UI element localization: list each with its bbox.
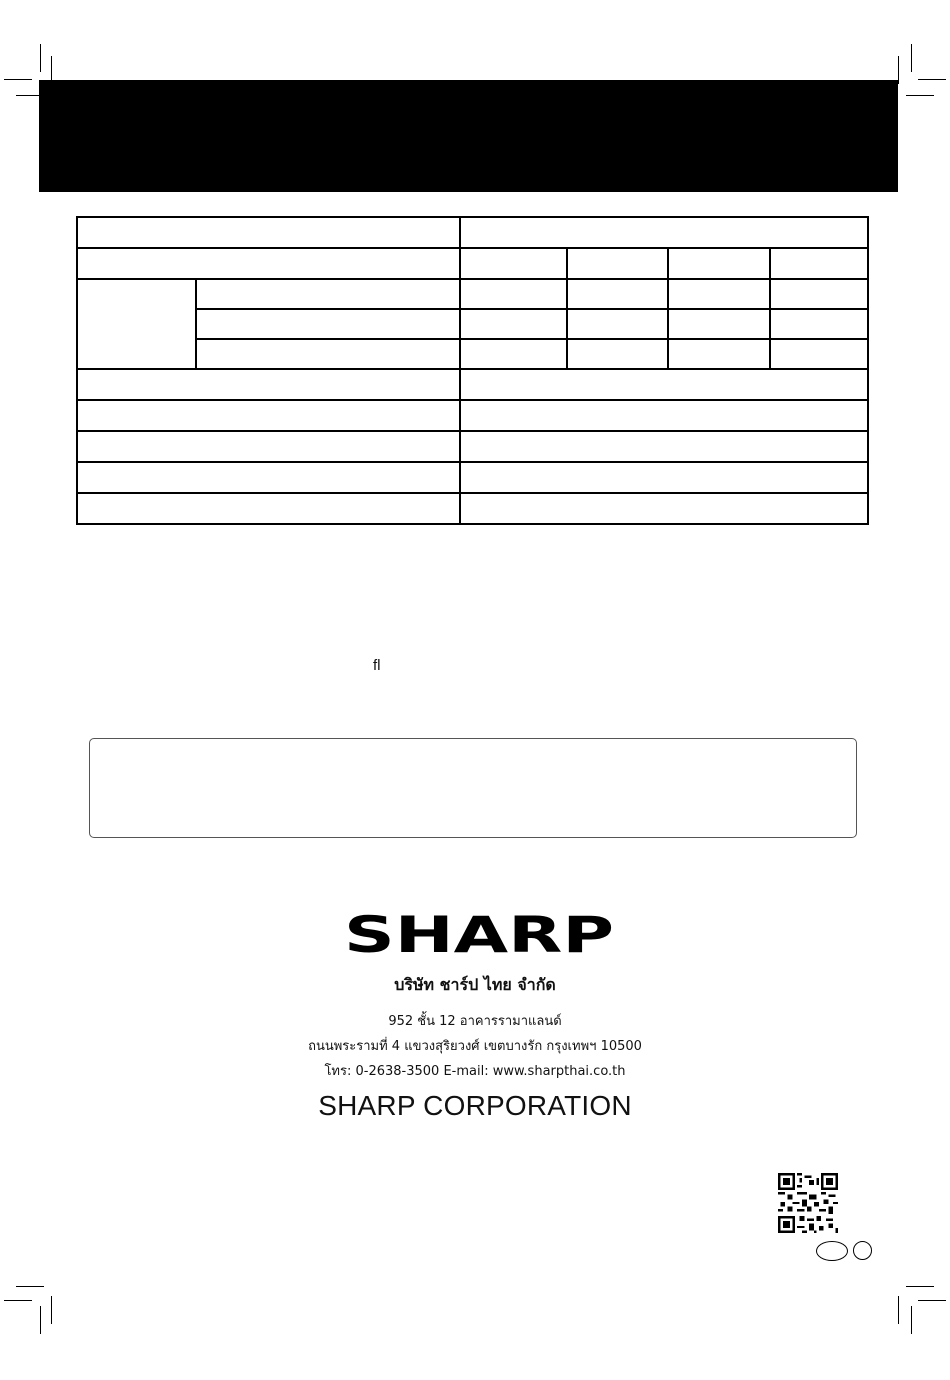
crop-mark [906,1286,934,1287]
crop-mark [911,44,912,72]
table-cell [77,217,460,248]
table-cell [196,309,460,339]
table-cell [77,248,460,279]
table-row [77,309,868,339]
crop-mark [911,1306,912,1334]
crop-mark [16,1286,44,1287]
ligature-glyph: ﬂ [373,657,381,674]
crop-mark [898,1296,899,1324]
table-cell [770,248,868,279]
crop-mark [40,1306,41,1334]
table-cell [567,248,668,279]
contact-line: โทร: 0-2638-3500 E-mail: www.sharpthai.co.th [324,1064,626,1079]
qr-code [778,1173,838,1233]
sharp-logo [343,910,615,956]
crop-mark [51,1296,52,1324]
table-cell [770,339,868,369]
svg-text:SHARP: SHARP [344,910,614,956]
table-row [77,369,868,400]
table-row [77,431,868,462]
table-cell [567,309,668,339]
table-cell [460,493,868,524]
crop-mark [906,95,934,96]
table-cell [460,462,868,493]
table-row [77,400,868,431]
table-cell [668,279,770,309]
notice-box [89,738,857,838]
table-row [77,462,868,493]
table-cell [77,369,460,400]
table-cell [460,369,868,400]
table-cell [567,279,668,309]
table-cell [77,279,196,369]
table-cell [77,493,460,524]
table-cell [460,339,567,369]
spec-table [76,216,869,525]
table-cell [77,462,460,493]
oval-mark [816,1241,848,1261]
table-row [77,339,868,369]
header-bar [39,80,898,192]
table-cell [460,248,567,279]
table-cell [460,431,868,462]
table-cell [770,309,868,339]
table-cell [770,279,868,309]
crop-mark [898,56,899,84]
table-cell [460,400,868,431]
company-thai-name: บริษัท ชาร์ป ไทย จำกัด [394,975,556,994]
crop-mark [40,44,41,72]
corporation-name: SHARP CORPORATION [318,1090,632,1121]
table-cell [668,339,770,369]
table-row [77,493,868,524]
crop-mark [918,1300,946,1301]
table-cell [77,431,460,462]
table-cell [460,217,868,248]
crop-mark [4,1300,32,1301]
address-line-2: ถนนพระรามที่ 4 แขวงสุริยวงศ์ เขตบางรัก กรุงเทพฯ 10500 [308,1039,642,1054]
table-row [77,248,868,279]
table-cell [567,339,668,369]
address-line-1: 952 ชั้น 12 อาคารรามาแลนด์ [388,1014,562,1029]
crop-mark [4,79,32,80]
table-row [77,217,868,248]
table-cell [668,309,770,339]
table-cell [196,339,460,369]
table-cell [460,279,567,309]
table-cell [460,309,567,339]
table-cell [668,248,770,279]
table-cell [77,400,460,431]
table-row [77,279,868,309]
circle-mark [853,1241,872,1260]
crop-mark [918,79,946,80]
table-cell [196,279,460,309]
